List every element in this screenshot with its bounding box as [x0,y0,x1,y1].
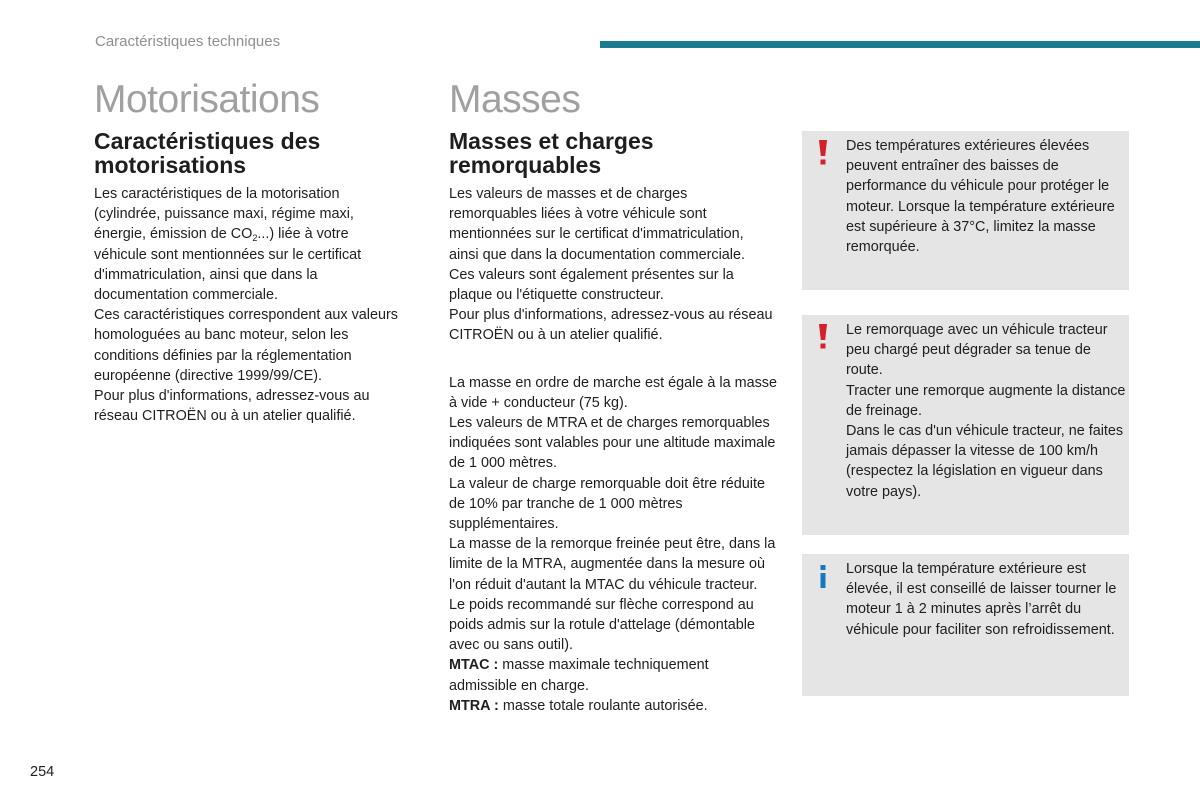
masses-body [449,184,777,716]
warning-box-towing [802,315,1129,535]
subsection-title-motorisations [94,129,320,177]
motorisations-body [94,184,400,426]
definition-term: MTAC : [449,657,499,674]
body-paragraph: Le poids recommandé sur flèche correspond au poids admis sur la rotule d'attelage (démontable avec ou sans outil). [449,596,755,654]
exclamation-icon [816,139,830,167]
subsection-title-line: Masses et charges [449,128,654,154]
section-title-masses: Masses [449,78,581,121]
body-paragraph: Les valeurs de masses et de charges remorquables liées à votre véhicule sont mentionnées sur le certificat d'immatriculation, ainsi que dans la documentation commerciale. [449,186,745,263]
header-accent-bar [600,41,1200,48]
body-paragraph: La valeur de charge remorquable doit être réduite de 10% par tranche de 1 000 mètres supplémentaires. [449,475,765,533]
body-paragraph: La masse en ordre de marche est égale à la masse à vide + conducteur (75 kg). [449,374,777,411]
page-number: 254 [30,764,55,780]
subsection-title-masses [449,129,654,177]
subsection-title-line: Caractéristiques des [94,128,321,154]
section-title-motorisations: Motorisations [94,78,320,121]
definition-term: MTRA : [449,697,499,714]
exclamation-icon [816,323,830,351]
body-paragraph: Les valeurs de MTRA et de charges remorquables indiquées sont valables pour une altitude maximale de 1 000 mètres. [449,415,776,472]
body-paragraph: Ces caractéristiques correspondent aux valeurs homologuées au banc moteur, selon les conditions définies par la réglementation européenne (directive 1999/99/CE). [94,307,398,384]
definition-mtac: MTAC : masse maximale techniquement admissible en charge. [449,657,709,694]
body-paragraph: Ces valeurs sont également présentes sur la plaque ou l'étiquette constructeur. [449,266,734,304]
paragraph-gap [449,346,777,373]
subsection-title-line: motorisations [94,152,247,178]
info-box-engine-cooling [802,554,1129,696]
body-paragraph: La masse de la remorque freinée peut être, dans la limite de la MTRA, augmentée dans la mesure où l'on réduit d'autant la MTAC du véhicule tracteur. [449,536,776,593]
body-paragraph: Pour plus d'informations, adressez-vous au réseau CITROËN ou à un atelier qualifié. [94,388,370,425]
info-text: Lorsque la température extérieure est élevée, il est conseillé de laisser tourner le moteur 1 à 2 minutes après l’arrêt du véhicule pour faciliter son refroidissement. [846,561,1117,638]
definition-mtra: MTRA : masse totale roulante autorisée. [449,697,708,714]
subsection-title-line: remorquables [449,152,602,178]
warning-text: Le remorquage avec un véhicule tracteur peu chargé peut dégrader sa tenue de route. Tracter une remorque augmente la distance de freinage. Dans le cas d'un véhicule tracteur, ne faites jamais dépasser la vitesse de 100 km/h (respectez la législation en vigueur dans votre pays). [846,322,1126,500]
body-paragraph: Pour plus d'informations, adressez-vous au réseau CITROËN ou à un atelier qualifié. [449,307,773,344]
info-icon [816,562,830,590]
warning-box-temperature [802,131,1129,290]
body-paragraph: Les caractéristiques de la motorisation (cylindrée, puissance maxi, régime maxi, énergie, émission de $CO_2$...) liée à votre véhicule sont mentionnées sur le certificat d'immatriculation, ainsi que dans la documentation commerciale. [94,186,362,304]
running-header: Caractéristiques techniques [95,33,281,50]
warning-text: Des températures extérieures élevées peuvent entraîner des baisses de performance du véhicule pour protéger le moteur. Lorsque la température extérieure est supérieure à 37°C, limitez la masse remorquée. [846,138,1115,256]
